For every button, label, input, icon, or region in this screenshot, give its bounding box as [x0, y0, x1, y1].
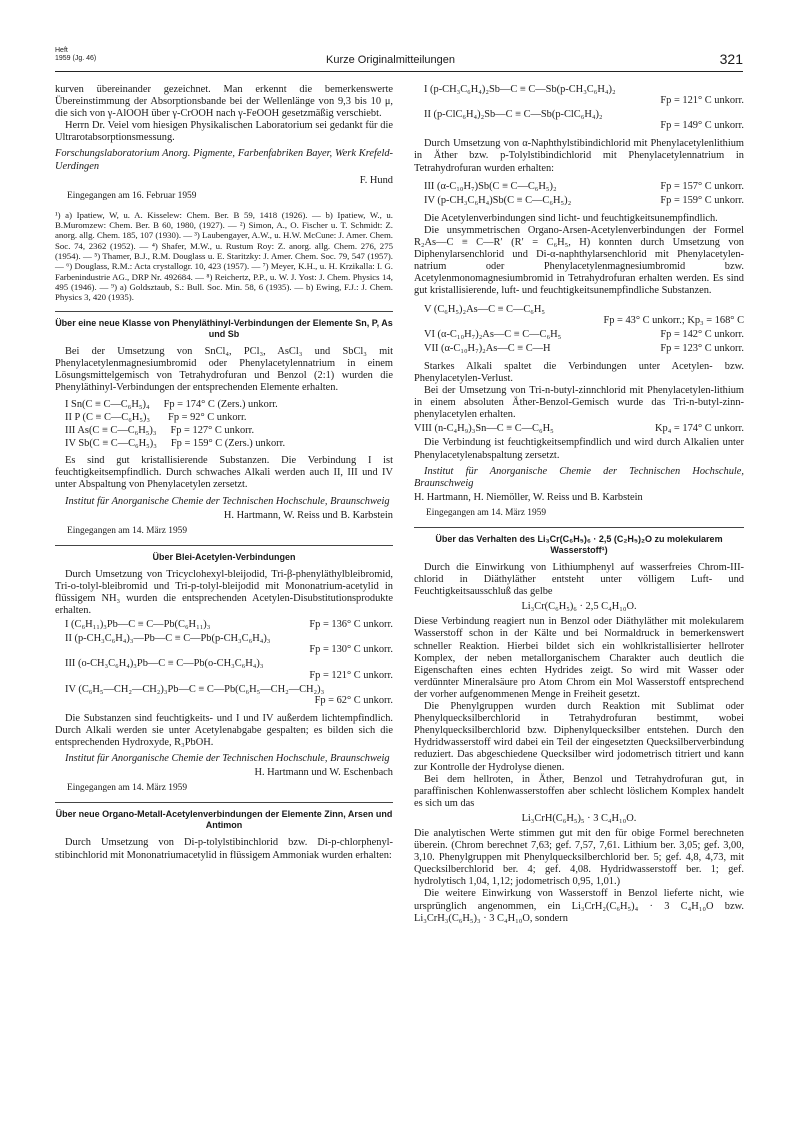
issue-heft: Heft: [55, 47, 68, 54]
paragraph: Die Verbindung ist feuchtigkeitsempfindlich und wird durch Alkalien unter Phenylacetylenabspaltung zersetzt.: [414, 437, 744, 461]
formula: Li₃Cr(C₆H₅)₆ · 2,5 C₄H₁₀O.: [521, 601, 637, 613]
compound-row: IV Sb(C ≡ C—C₆H₅)₃ Fp = 159° C (Zers.) unkorr.: [65, 438, 286, 450]
page-header: [55, 47, 743, 72]
paragraph: Durch Umsetzung von α-Naphthylstibindichlorid mit Phenylacetylenlithium in Äther bzw. p-Tolylstibindichlorid mit Phenylacetylennatrium in Tetrahydrofuran wurden erhalten:: [414, 138, 744, 174]
paragraph: Bei der Umsetzung von SnCl₄, PCl₃, AsCl₃ und SbCl₃ mit Phenylacetylenmagnesiumbromid oder Phenylacetylennatrium in einem Lösungsmittelgemisch von Tetrahydrofuran und Benzol (2:1) wurden die Phenyläthinyl-Verbindungen der entsprechenden Elemente erhalten.: [55, 345, 393, 393]
institute: Forschungslaboratorium Anorg. Pigmente, Farbenfabriken Bayer, Werk Krefeld-Uerdingen: [55, 148, 393, 172]
author: H. Hartmann, W. Reiss und B. Karbstein: [223, 509, 393, 521]
section-divider: [55, 545, 393, 546]
received-date: Eingegangen am 16. Februar 1959: [67, 190, 197, 201]
paragraph: Die Acetylenverbindungen sind licht- und feuchtigkeitsunempfindlich.: [424, 212, 718, 224]
section-divider: [414, 527, 744, 528]
institute: Institut für Anorganische Chemie der Technischen Hochschule, Braunschweig: [65, 753, 390, 765]
article-title: Über eine neue Klasse von Phenyläthinyl-Verbindungen der Elemente Sn, P, As und Sb: [55, 317, 393, 339]
article-title: Über das Verhalten des Li₃Cr(C₆H₅)₆ · 2,5 (C₂H₅)₂O zu molekularem Wasserstoff¹): [435, 534, 723, 555]
paragraph: Die Phenylgruppen wurden durch Reaktion mit Sublimat oder Phenylquecksilberchlorid in Tetrahydrofuran bestimmt, wobei Phenylquecksilberchlorid bzw. Diphenylquecksilber entstehen. Durch den Hydridwasserstoff wird dabei ein Teil der eingesetzten Quecksilberverbindung reduziert. Das abgeschiedene Quecksilber wird jodometrisch titriert und kann zur Kontrolle der Hydrolyse dienen.: [414, 701, 744, 773]
compound-row: II (p-ClC₆H₄)₂Sb—C ≡ C—Sb(p-ClC₆H₄)₂ Fp = 149° C unkorr.: [424, 109, 744, 132]
compound-row: II P (C ≡ C—C₆H₅)₃ Fp = 92° C unkorr.: [65, 411, 247, 423]
paragraph: Bei dem hellroten, in Äther, Benzol und Tetrahydrofuran gut, in paraffinischen Kohlenwasserstoffen aber schlecht löslichem Komplex handelt es sich um das: [414, 773, 744, 809]
section-divider: [55, 311, 393, 312]
paragraph: kurven übereinander gezeichnet. Man erkennt die bemerkenswerte Übereinstimmung der Absorptionsbande bei der Wellenlänge von 9,3 bis 10 μ, die sich von γ-AlOOH über γ-CrOOH nach γ-FeOOH gesetzmäßig verschiebt.: [55, 84, 393, 120]
paragraph: Bei der Umsetzung von Tri-n-butyl-zinnchlorid mit Phenylacetylen-lithium in einem absoluten Äther-Benzol-Gemisch wurde das Tri-n-butyl-zinn-phenylacetylen erhalten.: [414, 385, 744, 421]
compound-row: I (p-CH₃C₆H₄)₂Sb—C ≡ C—Sb(p-CH₃C₆H₄)₂ Fp = 121° C unkorr.: [424, 84, 744, 107]
compound-row: IV (p-CH₃C₆H₄)Sb(C ≡ C—C₆H₅)₂ Fp = 159° C unkorr.: [424, 194, 744, 206]
paragraph: Die Substanzen sind feuchtigkeits- und I und IV außerdem lichtempfindlich. Durch Alkali werden sie unter Acetylenabgabe gespalten; es bilden sich die entsprechenden Hydroxyde, R₃PbOH.: [55, 712, 393, 749]
paragraph: Die weitere Einwirkung von Wasserstoff in Benzol lieferte nicht, wie ursprünglich angenommen, ein Li₃CrH₂(C₆H₅)₄ · 3 C₄H₁₀O bzw. Li₃CrH₃(C₆H₅)₃ · 3 C₄H₁₀O, sondern: [414, 888, 744, 924]
compound-row: IV (C₆H₅—CH₂—CH₂)₃Pb—C ≡ C—Pb(C₆H₅—CH₂—CH₂)₃ Fp = 62° C unkorr.: [65, 683, 393, 706]
paragraph: Durch Umsetzung von Di-p-tolylstibinchlorid bzw. Di-p-chlorphenyl-stibinchlorid mit Mononatriumacetylid in flüssigem Ammoniak wurden erhalten:: [55, 837, 393, 861]
compound-row: V (C₆H₅)₂As—C ≡ C—C₆H₅ Fp = 43° C unkorr.; Kp₃ = 168° C: [424, 303, 744, 326]
received-date: Eingegangen am 14. März 1959: [67, 525, 188, 536]
paragraph: Durch Umsetzung von Tricyclohexyl-bleijodid, Tri-β-phenyläthylbleibromid, Tri-o-tolyl-bleibromid und Tri-p-tolyl-bleijodid mit Mononatrium-acetylid in flüssigem NH₃ wurden die entsprechenden Acetylen-Disubstitutionsprodukte erhalten.: [55, 568, 393, 617]
author: F. Hund: [359, 174, 393, 186]
paragraph: Die unsymmetrischen Organo-Arsen-Acetylenverbindungen der Formel R₂As—C ≡ C—R′ (R′ = C₆H₅, H) konnten durch Umsetzung von Diphenylarsenchlorid und Di-α-naphthylarsenchlorid mit Phenylacetylen-natrium oder Phenylacetylenmagnesiumbromid bzw. Acetylenmonomagnesiumbromid in Tetrahydrofuran erhalten werden. Es sind gut kristallisierende, luft- und feuchtigkeitsunempfindliche Substanzen.: [414, 224, 744, 297]
references: ¹) a) Ipatiew, W, u. A. Kisselew: Chem. Ber. B 59, 1418 (1926). — b) Ipatiew, W., u. B.Muromzew: Chem. Ber. B 60, 1980, (1927). — ²) Simon, A., O. Fischer u. T. Schmidt: Z. anorg. allg. Chem. 185, 107 (1930). — ³) Laubengayer, A.W., u. H.W. McCune: J. Amer. Chem. Soc. 74, 2362 (1952). — ⁴) Shafer, M.W., u. Rustum Roy: Z. anorg. allg. Chem. 276, 275 (1954). — ⁵) Thamer, B.J., R.M. Douglass u. E. Staritzky: J. Amer. Chem. Soc. 79, 547 (1957). — ⁶) Douglass, R.M.: Acta crystallogr. 10, 423 (1957). — ⁷) Meyer, K.H., u. H. Krzikalla: I. G. Farbenindustrie AG., DRP Nr. 492684. — ⁸) Reichertz, P.P., u. W. J. Yost: J. Chem. Physics 14, 495 (1946). — ⁹) a) Goldsztaub, S.: Bull. Soc. Min. 58, 6 (1935). — b) Ewing, F.J.: J. Chem. Physics 3, 420 (1935).: [55, 209, 393, 303]
received-date: Eingegangen am 14. März 1959: [67, 783, 188, 794]
compound-row: VIII (n-C₄H₉)₃Sn—C ≡ C—C₆H₅ Kp₄ = 174° C unkorr.: [414, 423, 744, 435]
right-column: [414, 84, 744, 925]
compound-row: III As(C ≡ C—C₆H₅)₃ Fp = 127° C unkorr.: [65, 425, 255, 437]
paragraph: Diese Verbindung reagiert nun in Benzol oder Diäthyläther mit molekularem Wasserstoff schon in der Kälte und bei Normaldruck in bemerkenswert schneller Reaktion. Hierbei bildet sich ein wohlkristallisierter hellroter Komplex, der neben metallorganischem Charakter auch deutlich die Eigenschaften eines echten Hydrides zeigt. So wird mit Wasser oder verdünnter Mineralsäure pro Atom Chrom ein Mol Wasserstoff entsprechend der vorher aufgenommenen Menge in Freiheit gesetzt.: [414, 616, 744, 700]
compound-row: I Sn(C ≡ C—C₆H₅)₄ Fp = 174° C (Zers.) unkorr.: [65, 398, 278, 410]
section-divider: [55, 802, 393, 803]
compound-row: I (C₆H₁₁)₃Pb—C ≡ C—Pb(C₆H₁₁)₃ Fp = 136° C unkorr.: [65, 619, 393, 631]
left-column: [55, 84, 393, 862]
author: H. Hartmann und W. Eschenbach: [254, 767, 393, 779]
paragraph: Die analytischen Werte stimmen gut mit den für obige Formel berechneten überein. (Chrom berechnet 7,63; gef. 7,57, 7,61. Lithium ber. 3,05; gef. 3,00, 3,10. Phenylgruppen mit Phenylquecksilberchlorid ber. 5; gef. 4,8, 4,73, mit Quecksilberchlorid ber. 4; gef. 4,08. Hydridwasserstoff ber. 1; gef. hydrolytisch 1,04, 1,12; jodometrisch 0,95, 1,01.): [414, 827, 744, 888]
paragraph: Es sind gut kristallisierende Substanzen. Die Verbindung I ist feuchtigkeitsempfindlich. Durch schwaches Alkali werden auch II, III und IV unter Abspaltung von Phenylacetylen zersetzt.: [55, 455, 393, 491]
received-date: Eingegangen am 14. März 1959: [426, 507, 547, 518]
page-number: 321: [719, 51, 743, 67]
author: H. Hartmann, H. Niemöller, W. Reiss und B. Karbstein: [414, 491, 643, 503]
compound-row: II (p-CH₃C₆H₄)₃—Pb—C ≡ C—Pb(p-CH₃C₆H₄)₃ Fp = 130° C unkorr.: [65, 633, 393, 656]
compound-row: III (α-C₁₀H₇)Sb(C ≡ C—C₆H₅)₂ Fp = 157° C unkorr.: [424, 180, 744, 192]
compound-row: III (o-CH₃C₆H₄)₃Pb—C ≡ C—Pb(o-CH₃C₆H₄)₃ Fp = 121° C unkorr.: [65, 658, 393, 681]
compound-row: VI (α-C₁₀H₇)₂As—C ≡ C—C₆H₅ Fp = 142° C unkorr.: [424, 328, 744, 340]
paragraph: Durch die Einwirkung von Lithiumphenyl auf wasserfreies Chrom-III-chlorid in Diäthyläther entsteht unter völligem Luft- und Feuchtigkeitsausschluß das gelbe: [414, 562, 744, 598]
institute: Institut für Anorganische Chemie der Technischen Hochschule, Braunschweig: [65, 495, 390, 507]
issue-year: 1959 (Jg. 46): [55, 55, 97, 62]
issue-info: [55, 47, 96, 63]
formula: Li₃CrH(C₆H₅)₅ · 3 C₄H₁₀O.: [521, 812, 637, 824]
article-title: Über Blei-Acetylen-Verbindungen: [152, 551, 296, 562]
article-title: Über neue Organo-Metall-Acetylenverbindungen der Elemente Zinn, Arsen und Antimon: [55, 809, 393, 831]
paragraph: Starkes Alkali spaltet die Verbindungen unter Acetylen- bzw. Phenylacetylen-Verlust.: [414, 360, 744, 384]
section-title: Kurze Originalmitteilungen: [326, 54, 456, 66]
institute: Institut für Anorganische Chemie der Technischen Hochschule, Braunschweig: [414, 465, 744, 489]
compound-row: VII (α-C₁₀H₇)₂As—C ≡ C—H Fp = 123° C unkorr.: [424, 342, 744, 354]
compound-list: [65, 399, 305, 450]
paragraph: Herrn Dr. Veiel vom hiesigen Physikalischen Laboratorium sei gedankt für die Ultrarotabsorptionsmessung.: [55, 120, 393, 144]
